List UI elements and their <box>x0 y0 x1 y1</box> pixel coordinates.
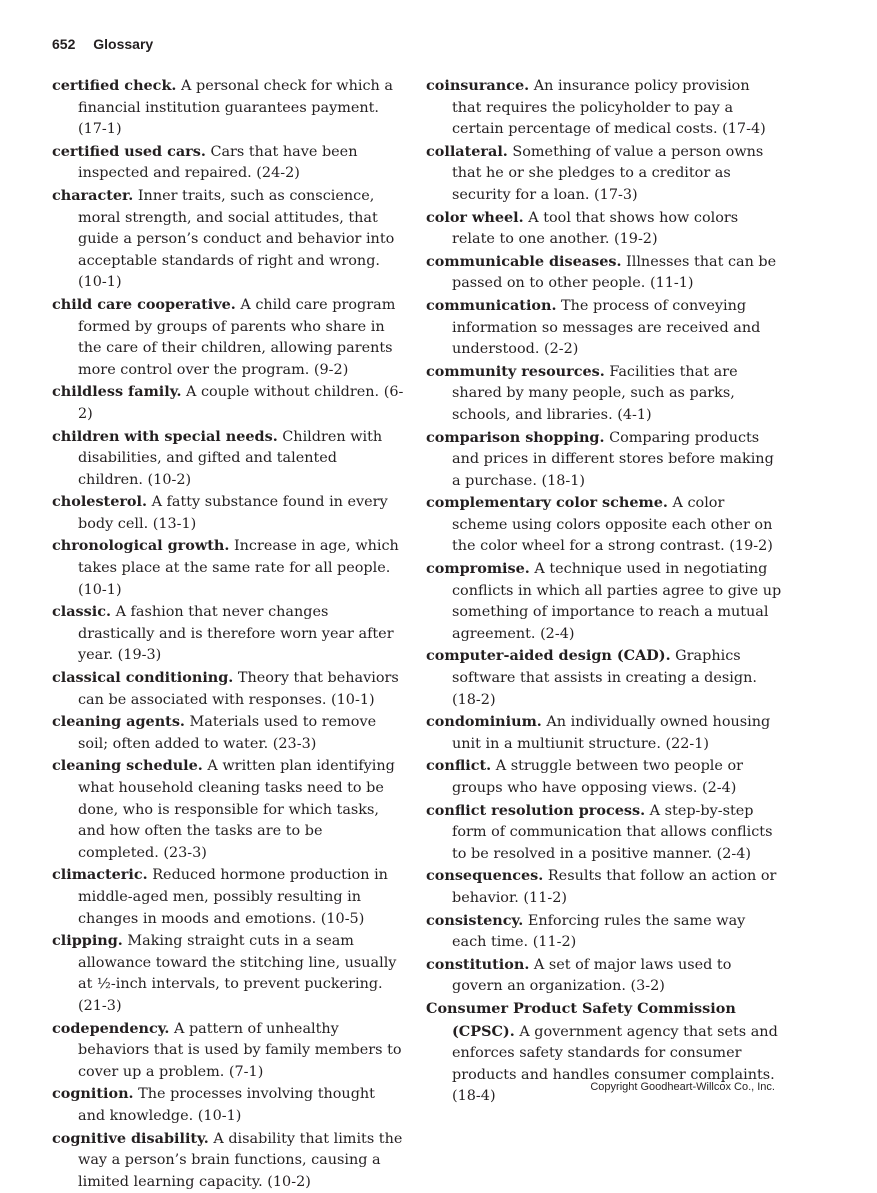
glossary-term: character. <box>52 187 133 204</box>
glossary-definition: The process of conveying information so messages are received and understood. (2-2) <box>452 298 760 357</box>
glossary-definition: The processes involving thought and knowledge. (10-1) <box>78 1086 375 1124</box>
glossary-entry <box>426 141 782 207</box>
glossary-definition: A government agency that sets and enforces safety standards for consumer products and handles consumer complaints. (18-4) <box>452 1024 778 1105</box>
glossary-term: communication. <box>426 297 556 314</box>
glossary-left-column <box>52 75 404 1193</box>
glossary-definition: An individually owned housing unit in a multiunit structure. (22-1) <box>452 714 770 752</box>
glossary-entry <box>52 185 404 294</box>
glossary-entry <box>426 910 782 954</box>
glossary-definition: A fashion that never changes drastically and is therefore worn year after year. (19-3) <box>78 604 394 663</box>
glossary-definition: A personal check for which a financial institution guarantees payment. (17-1) <box>78 78 393 137</box>
glossary-definition: Comparing products and prices in different stores before making a purchase. (18-1) <box>452 430 774 489</box>
glossary-entry <box>426 251 782 295</box>
glossary-term: comparison shopping. <box>426 429 605 446</box>
glossary-entry <box>52 1083 404 1127</box>
glossary-term: classical conditioning. <box>52 669 233 686</box>
glossary-term: consequences. <box>426 867 543 884</box>
glossary-term: coinsurance. <box>426 77 529 94</box>
glossary-entry <box>426 755 782 799</box>
glossary-entry <box>52 930 404 1017</box>
glossary-entry <box>426 954 782 998</box>
glossary-term: childless family. <box>52 383 181 400</box>
glossary-definition: A set of major laws used to govern an organization. (3-2) <box>452 957 731 995</box>
glossary-term: communicable diseases. <box>426 253 621 270</box>
glossary-definition: Increase in age, which takes place at the same rate for all people. (10-1) <box>78 538 399 597</box>
glossary-term: certified check. <box>52 77 176 94</box>
glossary-entry <box>52 755 404 864</box>
glossary-definition: A couple without children. (6-2) <box>78 384 403 422</box>
glossary-term: consistency. <box>426 912 523 929</box>
glossary-entry <box>426 207 782 251</box>
glossary-definition: A tool that shows how colors relate to one another. (19-2) <box>452 210 738 248</box>
glossary-term: conflict resolution process. <box>426 802 645 819</box>
glossary-term: cognition. <box>52 1085 134 1102</box>
glossary-definition: Graphics software that assists in creating a design. (18-2) <box>452 648 757 707</box>
glossary-term: constitution. <box>426 956 529 973</box>
glossary-definition: An insurance policy provision that requires the policyholder to pay a certain percentage of medical costs. (17-4) <box>452 78 766 137</box>
glossary-definition: Enforcing rules the same way each time. (11-2) <box>452 913 745 951</box>
glossary-entry <box>52 75 404 141</box>
glossary-right-column <box>426 75 782 1108</box>
glossary-definition: A color scheme using colors opposite each other on the color wheel for a strong contrast. (19-2) <box>452 495 773 554</box>
glossary-definition: A step-by-step form of communication that allows conflicts to be resolved in a positive manner. (2-4) <box>452 803 772 862</box>
glossary-definition: Facilities that are shared by many people, such as parks, schools, and libraries. (4-1) <box>452 364 738 423</box>
glossary-definition: Inner traits, such as conscience, moral strength, and social attitudes, that guide a person’s conduct and behavior into acceptable standards of right and wrong. (10-1) <box>78 188 394 290</box>
glossary-term: cleaning schedule. <box>52 757 203 774</box>
glossary-definition: A struggle between two people or groups who have opposing views. (2-4) <box>452 758 743 796</box>
glossary-entry <box>426 558 782 645</box>
glossary-entry <box>52 381 404 425</box>
glossary-term: community resources. <box>426 363 605 380</box>
glossary-definition: A pattern of unhealthy behaviors that is used by family members to cover up a problem. (7-1) <box>78 1021 402 1080</box>
glossary-term: cleaning agents. <box>52 713 185 730</box>
glossary-entry <box>426 645 782 711</box>
glossary-term: cognitive disability. <box>52 1130 209 1147</box>
page-number: 652 <box>52 36 75 52</box>
glossary-term: color wheel. <box>426 209 524 226</box>
glossary-term: certified used cars. <box>52 143 206 160</box>
glossary-term: codependency. <box>52 1020 169 1037</box>
glossary-definition: Materials used to remove soil; often added to water. (23-3) <box>78 714 376 752</box>
glossary-definition: Results that follow an action or behavior. (11-2) <box>452 868 776 906</box>
glossary-definition: A written plan identifying what household cleaning tasks need to be done, who is responsible for which tasks, and how often the tasks are to be completed. (23-3) <box>78 758 395 860</box>
glossary-term: cholesterol. <box>52 493 147 510</box>
copyright-footer: Copyright Goodheart-Willcox Co., Inc. <box>590 1081 775 1093</box>
section-title: Glossary <box>93 36 153 52</box>
glossary-definition: Children with disabilities, and gifted and talented children. (10-2) <box>78 429 382 488</box>
glossary-definition: A fatty substance found in every body cell. (13-1) <box>78 494 388 532</box>
glossary-entry <box>52 294 404 381</box>
glossary-term: condominium. <box>426 713 542 730</box>
glossary-term: chronological growth. <box>52 537 229 554</box>
glossary-entry <box>52 864 404 930</box>
glossary-term: classic. <box>52 603 111 620</box>
glossary-term: complementary color scheme. <box>426 494 668 511</box>
glossary-term: clipping. <box>52 932 123 949</box>
glossary-entry <box>52 711 404 755</box>
glossary-entry <box>52 535 404 601</box>
glossary-definition: A technique used in negotiating conflicts in which all parties agree to give up something of importance to reach a mutual agreement. (2-4) <box>452 561 781 642</box>
glossary-definition: Reduced hormone production in middle-aged men, possibly resulting in changes in moods and emotions. (10-5) <box>78 867 388 926</box>
glossary-entry <box>426 800 782 866</box>
glossary-term: climacteric. <box>52 866 148 883</box>
glossary-term: child care cooperative. <box>52 296 236 313</box>
glossary-definition: Theory that behaviors can be associated with responses. (10-1) <box>78 670 399 708</box>
glossary-entry <box>426 427 782 493</box>
glossary-entry <box>52 1128 404 1193</box>
glossary-entry <box>52 426 404 492</box>
glossary-entry <box>426 711 782 755</box>
glossary-term: computer-aided design (CAD). <box>426 647 671 664</box>
page-header <box>52 36 153 52</box>
glossary-definition: Making straight cuts in a seam allowance toward the stitching line, usually at ½-inch intervals, to prevent puckering. (21-3) <box>78 933 396 1014</box>
glossary-definition: Cars that have been inspected and repaired. (24-2) <box>78 144 357 182</box>
glossary-entry <box>426 361 782 427</box>
glossary-entry <box>426 865 782 909</box>
glossary-entry <box>52 491 404 535</box>
glossary-entry <box>52 1018 404 1084</box>
glossary-entry <box>426 75 782 141</box>
glossary-definition: A child care program formed by groups of parents who share in the care of their children, allowing parents more control over the program. (9-2) <box>78 297 395 378</box>
glossary-entry <box>426 492 782 558</box>
glossary-definition: Illnesses that can be passed on to other people. (11-1) <box>452 254 776 292</box>
glossary-term: compromise. <box>426 560 530 577</box>
glossary-definition: A disability that limits the way a person’s brain functions, causing a limited learning capacity. (10-2) <box>78 1131 402 1190</box>
glossary-definition: Something of value a person owns that he or she pledges to a creditor as security for a loan. (17-3) <box>452 144 763 203</box>
glossary-entry <box>52 601 404 667</box>
glossary-entry <box>426 295 782 361</box>
glossary-entry <box>52 141 404 185</box>
glossary-term: conflict. <box>426 757 491 774</box>
glossary-entry <box>52 667 404 711</box>
glossary-term: Consumer Product Safety Commission (CPSC). <box>426 1000 736 1040</box>
glossary-term: collateral. <box>426 143 508 160</box>
glossary-term: children with special needs. <box>52 428 278 445</box>
